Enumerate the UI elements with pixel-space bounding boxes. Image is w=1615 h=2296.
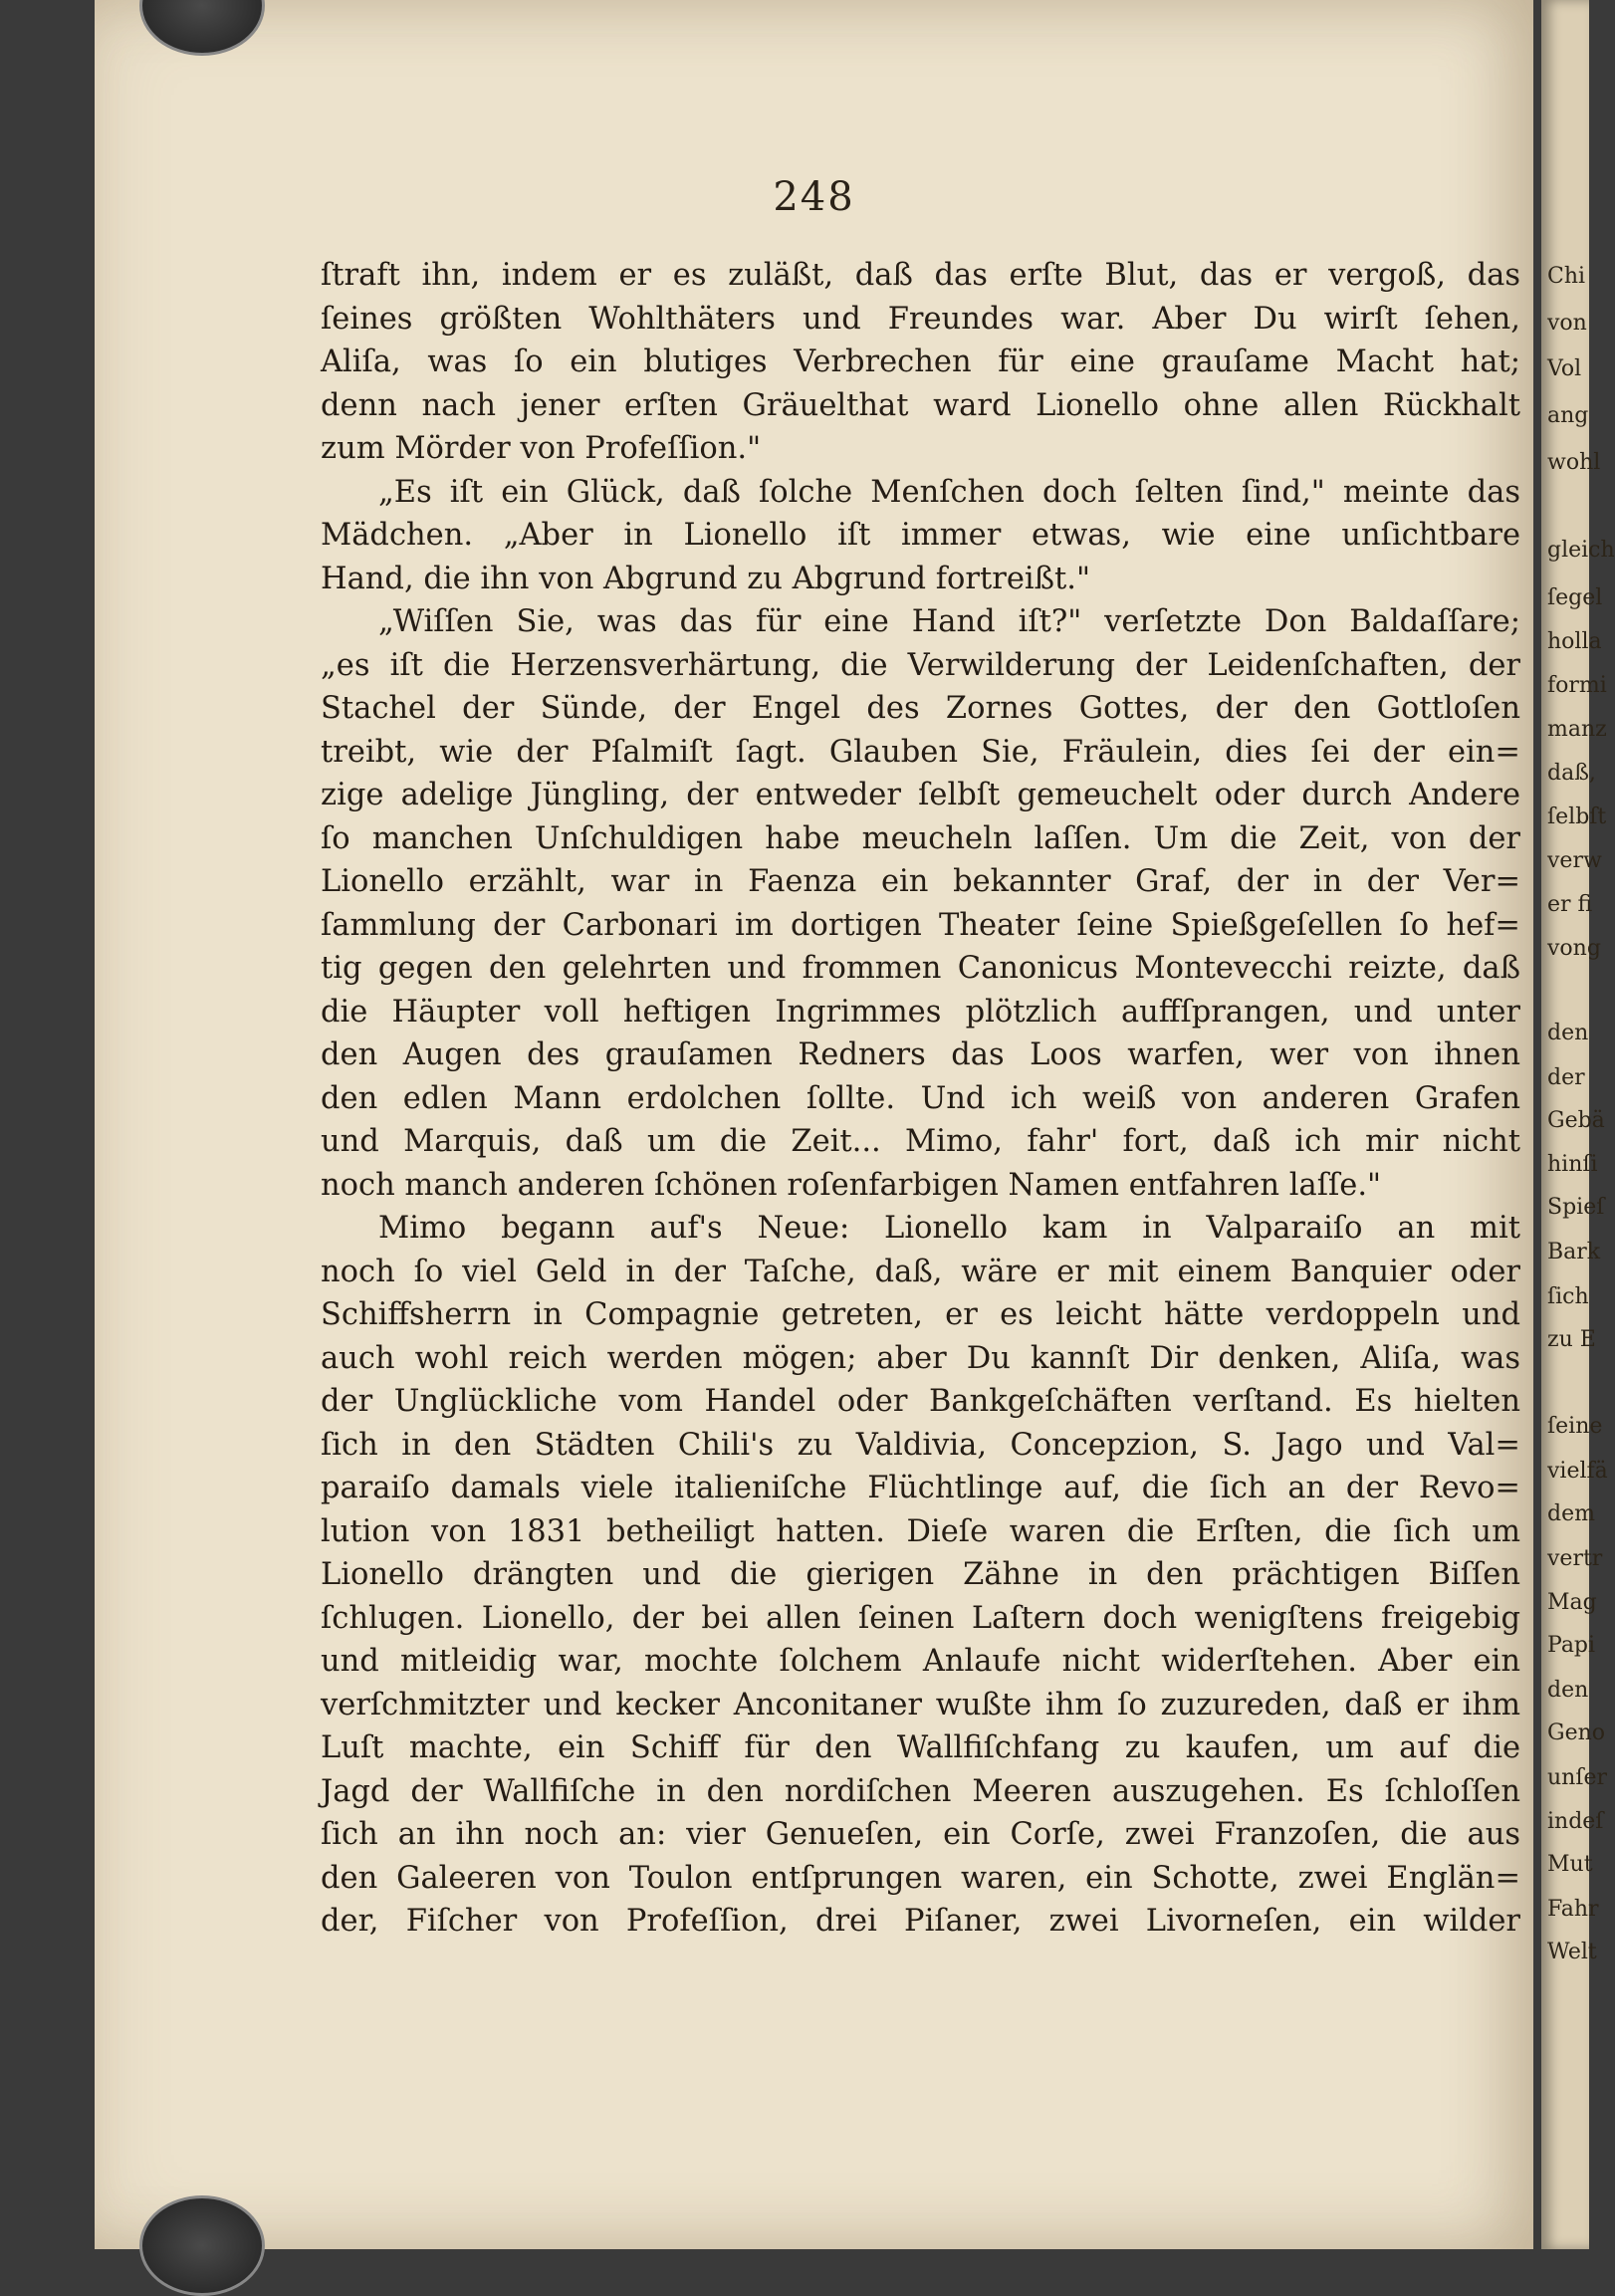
next-page-fragment: hinſi xyxy=(1547,1152,1598,1177)
text-line: „Es iſt ein Glück, daß ſolche Menſchen doch ſelten ſind," meinte das xyxy=(378,474,1520,510)
next-page-fragment: ſich xyxy=(1547,1284,1589,1309)
next-page-fragment: indeſ xyxy=(1547,1809,1604,1834)
next-page-edge xyxy=(1541,0,1615,2249)
next-page-fragment: Fahr xyxy=(1547,1897,1599,1922)
book-page xyxy=(95,0,1533,2249)
next-page-fragment: Geno xyxy=(1547,1721,1606,1745)
next-page-fragment: vertr xyxy=(1547,1546,1603,1571)
text-line: den edlen Mann erdolchen ſollte. Und ich weiß von anderen Grafen xyxy=(321,1080,1520,1116)
next-page-fragment: Mag xyxy=(1547,1590,1597,1615)
next-page-fragment: Spieſ xyxy=(1547,1195,1605,1220)
next-page-fragment: Gebä xyxy=(1547,1108,1605,1133)
text-line: „es iſt die Herzensverhärtung, die Verwilderung der Leidenſchaften, der xyxy=(321,647,1520,683)
text-line: auch wohl reich werden mögen; aber Du kannſt Dir denken, Aliſa, was xyxy=(321,1340,1520,1376)
text-line: ſo manchen Unſchuldigen habe meucheln laſſen. Um die Zeit, von der xyxy=(321,820,1520,856)
binder-clip-bottom-icon xyxy=(139,2195,265,2296)
text-line: ſeines größten Wohlthäters und Freundes war. Aber Du wirſt ſehen, xyxy=(321,301,1520,337)
text-line: Schiffsherrn in Compagnie getreten, er es leicht hätte verdoppeln und xyxy=(321,1297,1520,1332)
text-line: ſtraft ihn, indem er es zuläßt, daß das erſte Blut, das er vergoß, das xyxy=(321,258,1520,293)
next-page-fragment: formi xyxy=(1547,673,1607,698)
text-line: den Galeeren von Toulon entſprungen waren, ein Schotte, zwei Englän= xyxy=(321,1860,1520,1896)
next-page-fragment: von xyxy=(1547,311,1587,336)
next-page-fragment: Chi xyxy=(1547,264,1586,289)
next-page-fragment: ſeine xyxy=(1547,1414,1603,1439)
next-page-fragment: wohl xyxy=(1547,450,1601,475)
text-line: Luſt machte, ein Schiff für den Wallfiſchfang zu kaufen, um auf die xyxy=(321,1730,1520,1765)
text-line: lution von 1831 betheiligt hatten. Dieſe waren die Erſten, die ſich um xyxy=(321,1513,1520,1549)
next-page-fragment: er fi xyxy=(1547,892,1593,917)
text-line: ſich an ihn noch an: vier Genueſen, ein Corſe, zwei Franzoſen, die aus xyxy=(321,1817,1520,1852)
text-line: zum Mörder von Profeſſion." xyxy=(321,431,762,466)
next-page-fragment: Bark xyxy=(1547,1240,1601,1264)
page-number: 248 xyxy=(773,174,855,220)
next-page-fragment: unſer xyxy=(1547,1765,1608,1790)
text-line: der, Fiſcher von Profeſſion, drei Piſaner, zwei Livorneſen, ein wilder xyxy=(321,1904,1520,1939)
next-page-fragment: den xyxy=(1547,1678,1589,1703)
text-line: Stachel der Sünde, der Engel des Zornes Gottes, der den Gottloſen xyxy=(321,691,1520,726)
text-line: denn nach jener erſten Gräuelthat ward Lionello ohne allen Rückhalt xyxy=(321,387,1520,423)
next-page-fragment: vielfä xyxy=(1547,1459,1608,1484)
text-line: verſchmitzter und kecker Anconitaner wußte ihm ſo zuzureden, daß er ihm xyxy=(321,1687,1520,1722)
text-line: der Unglückliche vom Handel oder Bankgeſchäften verſtand. Es hielten xyxy=(321,1384,1520,1419)
next-page-fragment: zu E xyxy=(1547,1327,1596,1352)
text-line: und Marquis, daß um die Zeit... Mimo, fahr' fort, daß ich mir nicht xyxy=(321,1124,1520,1159)
next-page-fragment: den xyxy=(1547,1021,1589,1045)
next-page-fragment: ang xyxy=(1547,403,1589,428)
text-line: paraiſo damals viele italieniſche Flüchtlinge auf, die ſich an der Revo= xyxy=(321,1471,1520,1505)
next-page-fragment: gleich xyxy=(1547,538,1615,563)
text-line: Jagd der Wallfiſche in den nordiſchen Meeren auszugehen. Es ſchloſſen xyxy=(321,1773,1520,1809)
text-line: den Augen des grauſamen Redners das Loos warfen, wer von ihnen xyxy=(321,1037,1520,1072)
next-page-fragment: dem xyxy=(1547,1501,1595,1526)
next-page-fragment: Vol xyxy=(1547,356,1582,381)
next-page-fragment: daß, xyxy=(1547,761,1596,786)
text-line: Mimo begann auf's Neue: Lionello kam in Valparaiſo an mit xyxy=(378,1211,1520,1246)
text-line: Aliſa, was ſo ein blutiges Verbrechen für eine grauſame Macht hat; xyxy=(321,344,1520,379)
text-line: und mitleidig war, mochte ſolchem Anlaufe nicht widerſtehen. Aber ein xyxy=(321,1644,1520,1679)
next-page-fragment: der xyxy=(1547,1065,1585,1090)
text-line: die Häupter voll heftigen Ingrimmes plötzlich auffſprangen, und unter xyxy=(321,994,1520,1030)
next-page-fragment: vong xyxy=(1547,936,1601,961)
next-page-fragment: holla xyxy=(1547,629,1602,654)
text-line: ſchlugen. Lionello, der bei allen ſeinen Laſtern doch wenigſtens freigebig xyxy=(321,1600,1520,1636)
next-page-fragment: manz xyxy=(1547,717,1607,742)
next-page-fragment: verw xyxy=(1547,848,1602,873)
next-page-fragment: Welt xyxy=(1547,1940,1597,1964)
text-line: Lionello drängten und die gierigen Zähne in den prächtigen Biſſen xyxy=(321,1557,1520,1592)
text-line: treibt, wie der Pſalmiſt ſagt. Glauben Sie, Fräulein, dies ſei der ein= xyxy=(321,734,1520,770)
text-line: tig gegen den gelehrten und frommen Canonicus Montevecchi reizte, daß xyxy=(321,951,1520,986)
text-line: noch manch anderen ſchönen roſenfarbigen Namen entfahren laſſe." xyxy=(321,1167,1382,1203)
text-line: Mädchen. „Aber in Lionello iſt immer etwas, wie eine unſichtbare xyxy=(321,518,1520,553)
text-line: Hand, die ihn von Abgrund zu Abgrund fortreißt." xyxy=(321,561,1090,596)
text-line: „Wiſſen Sie, was das für eine Hand iſt?" verſetzte Don Baldaſſare; xyxy=(378,604,1520,639)
binder-clip-top-icon xyxy=(139,0,265,56)
text-line: Lionello erzählt, war in Faenza ein bekannter Graf, der in der Ver= xyxy=(321,864,1520,899)
next-page-fragment: Papi xyxy=(1547,1633,1596,1658)
text-line: zige adelige Jüngling, der entweder ſelbſt gemeuchelt oder durch Andere xyxy=(321,778,1520,812)
text-line: noch ſo viel Geld in der Taſche, daß, wäre er mit einem Banquier oder xyxy=(321,1254,1520,1289)
body-text xyxy=(321,254,1520,1944)
text-line: ſammlung der Carbonari im dortigen Theater ſeine Spießgeſellen ſo hef= xyxy=(321,907,1520,943)
next-page-fragment: Mut xyxy=(1547,1852,1593,1877)
next-page-fragment: ſegel xyxy=(1547,585,1603,610)
next-page-fragment: ſelbſt xyxy=(1547,804,1607,829)
text-line: ſich in den Städten Chili's zu Valdivia, Concepzion, S. Jago und Val= xyxy=(321,1427,1520,1463)
